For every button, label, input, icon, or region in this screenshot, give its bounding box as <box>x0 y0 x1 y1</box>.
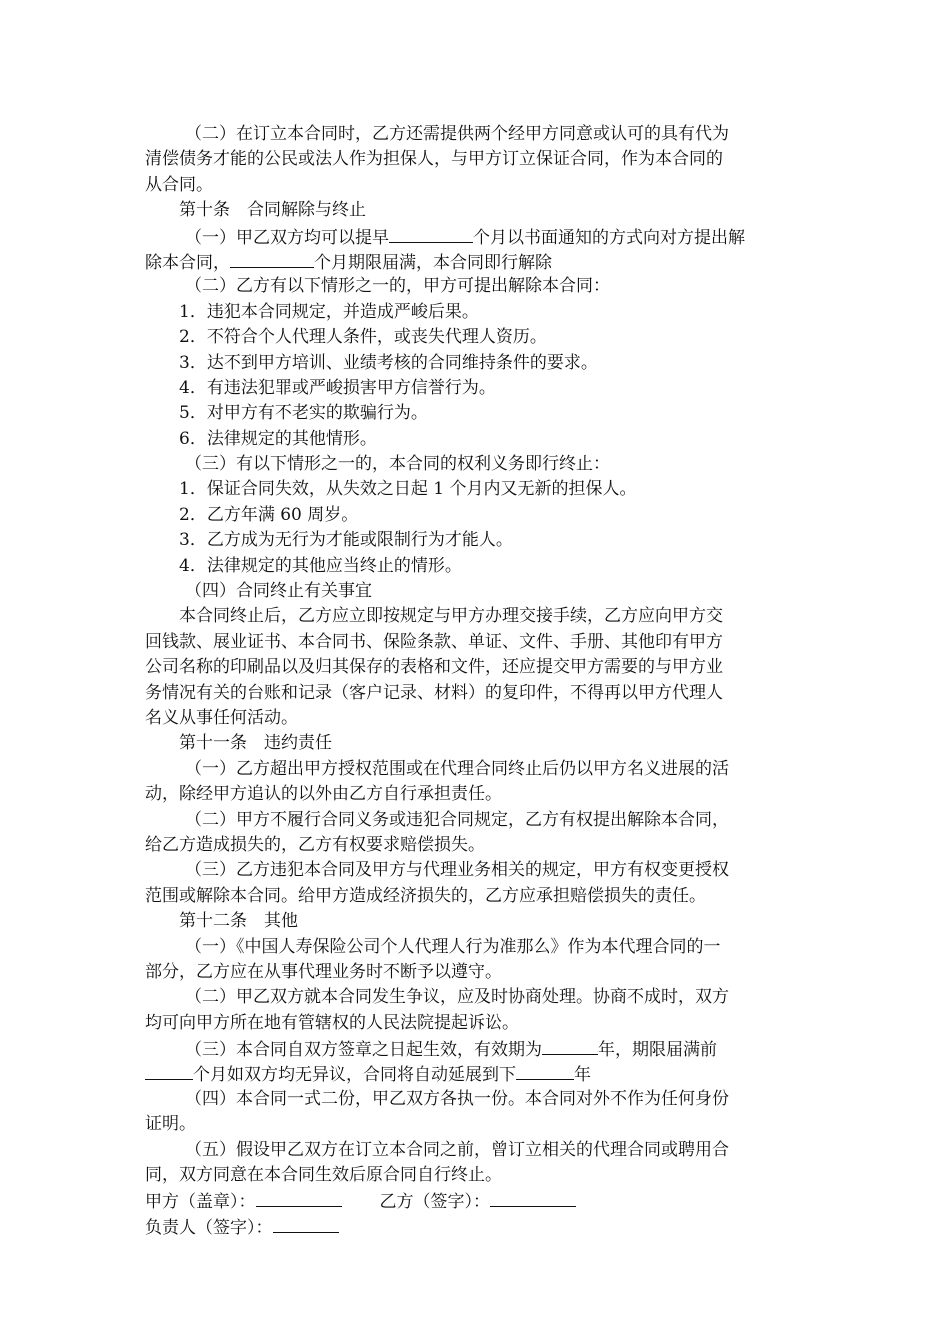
blank-field[interactable] <box>145 1061 193 1080</box>
paragraph-line: （一）《中国人寿保险公司个人代理人行为准那么》作为本代理合同的一 <box>185 936 721 957</box>
party-b-signature-field[interactable] <box>490 1188 576 1207</box>
list-item: 2．不符合个人代理人条件，或丧失代理人资历。 <box>179 327 547 348</box>
paragraph-line: 名义从事任何活动。 <box>145 707 298 728</box>
paragraph-line: （二）甲方不履行合同义务或违犯合同规定，乙方有权提出解除本合同， <box>185 809 729 830</box>
paragraph-line: （二）在订立本合同时，乙方还需提供两个经甲方同意或认可的具有代为 <box>185 124 729 144</box>
text-run: 个月期限届满，本合同即行解除 <box>314 252 552 273</box>
list-item: 1．违犯本合同规定，并造成严峻后果。 <box>179 301 479 322</box>
paragraph-line: 证明。 <box>145 1114 196 1135</box>
responsible-person-signature-field[interactable] <box>273 1214 339 1233</box>
list-item: 6．法律规定的其他情形。 <box>179 428 377 449</box>
text-run: （三）本合同自双方签章之日起生效，有效期为 <box>185 1040 542 1061</box>
paragraph-line: 均可向甲方所在地有管辖权的人民法院提起诉讼。 <box>145 1012 519 1033</box>
paragraph-line: 务情况有关的台账和记录（客户记录、材料）的复印件，不得再以甲方代理人 <box>145 682 723 703</box>
paragraph-line <box>145 224 805 249</box>
paragraph-line: 从合同。 <box>145 174 213 195</box>
list-item: 5．对甲方有不老实的欺骗行为。 <box>179 403 428 424</box>
paragraph-line: （三）乙方违犯本合同及甲方与代理业务相关的规定，甲方有权变更授权 <box>185 860 729 881</box>
blank-field[interactable] <box>230 249 314 268</box>
paragraph-line: 回钱款、展业证书、本合同书、保险条款、单证、文件、手册、其他印有甲方 <box>145 631 723 652</box>
paragraph-line <box>145 1036 805 1061</box>
blank-field[interactable] <box>516 1061 574 1080</box>
blank-field[interactable] <box>542 1036 598 1055</box>
paragraph-line: 范围或解除本合同。给甲方造成经济损失的，乙方应承担赔偿损失的责任。 <box>145 885 706 906</box>
paragraph-line: 给乙方造成损失的，乙方有权要求赔偿损失。 <box>145 834 485 855</box>
party-b-label: 乙方（签字）： <box>379 1192 490 1213</box>
paragraph-line: 动，除经甲方追认的以外由乙方自行承担责任。 <box>145 784 502 805</box>
signature-row <box>145 1188 805 1213</box>
paragraph-line: 部分，乙方应在从事代理业务时不断予以遵守。 <box>145 961 502 982</box>
list-item: 3．乙方成为无行为才能或限制行为才能人。 <box>179 530 513 551</box>
contract-page <box>145 122 805 1239</box>
paragraph-line: （四）本合同一式二份，甲乙双方各执一份。本合同对外不作为任何身份 <box>185 1088 729 1109</box>
text-run: 个月如双方均无异议，合同将自动延展到下 <box>193 1065 516 1086</box>
paragraph-line: （五）假设甲乙双方在订立本合同之前，曾订立相关的代理合同或聘用合 <box>185 1139 729 1160</box>
paragraph-line <box>145 1061 805 1086</box>
signature-row <box>145 1214 805 1239</box>
text-run: 年 <box>574 1065 591 1086</box>
text-run: 除本合同， <box>145 252 230 273</box>
list-item: 2．乙方年满 60 周岁。 <box>179 504 359 525</box>
paragraph-line: 清偿债务才能的公民或法人作为担保人，与甲方订立保证合同，作为本合同的 <box>145 149 723 170</box>
paragraph-line: 本合同终止后，乙方应立即按规定与甲方办理交接手续，乙方应向甲方交 <box>179 606 723 627</box>
article-heading: 第十条 合同解除与终止 <box>179 200 366 221</box>
text-run: （一）甲乙双方均可以提早 <box>185 227 389 248</box>
party-a-label: 甲方（盖章）： <box>145 1192 256 1213</box>
list-item: 3．达不到甲方培训、业绩考核的合同维持条件的要求。 <box>179 352 598 373</box>
article-heading: 第十二条 其他 <box>179 911 298 932</box>
text-run: 个月以书面通知的方式向对方提出解 <box>473 227 745 248</box>
paragraph-line: （二）乙方有以下情形之一的，甲方可提出解除本合同： <box>185 276 610 297</box>
paragraph-line: （三）有以下情形之一的，本合同的权利义务即行终止： <box>185 454 610 475</box>
paragraph-line: 同，双方同意在本合同生效后原合同自行终止。 <box>145 1165 502 1186</box>
paragraph-line: （一）乙方超出甲方授权范围或在代理合同终止后仍以甲方名义进展的活 <box>185 758 729 779</box>
text-run: 年，期限届满前 <box>598 1040 717 1061</box>
blank-field[interactable] <box>389 224 473 243</box>
party-a-signature-field[interactable] <box>256 1188 342 1207</box>
paragraph-line: （四）合同终止有关事宜 <box>185 581 372 602</box>
article-heading: 第十一条 违约责任 <box>179 733 332 754</box>
paragraph-line: 公司名称的印刷品以及归其保存的表格和文件，还应提交甲方需要的与甲方业 <box>145 657 723 678</box>
paragraph-line: （二）甲乙双方就本合同发生争议，应及时协商处理。协商不成时，双方 <box>185 987 729 1008</box>
paragraph-line <box>145 249 805 274</box>
list-item: 1．保证合同失效，从失效之日起 1 个月内又无新的担保人。 <box>179 479 637 500</box>
responsible-person-label: 负责人（签字）： <box>145 1217 273 1238</box>
list-item: 4．有违法犯罪或严峻损害甲方信誉行为。 <box>179 377 496 398</box>
list-item: 4．法律规定的其他应当终止的情形。 <box>179 555 462 576</box>
